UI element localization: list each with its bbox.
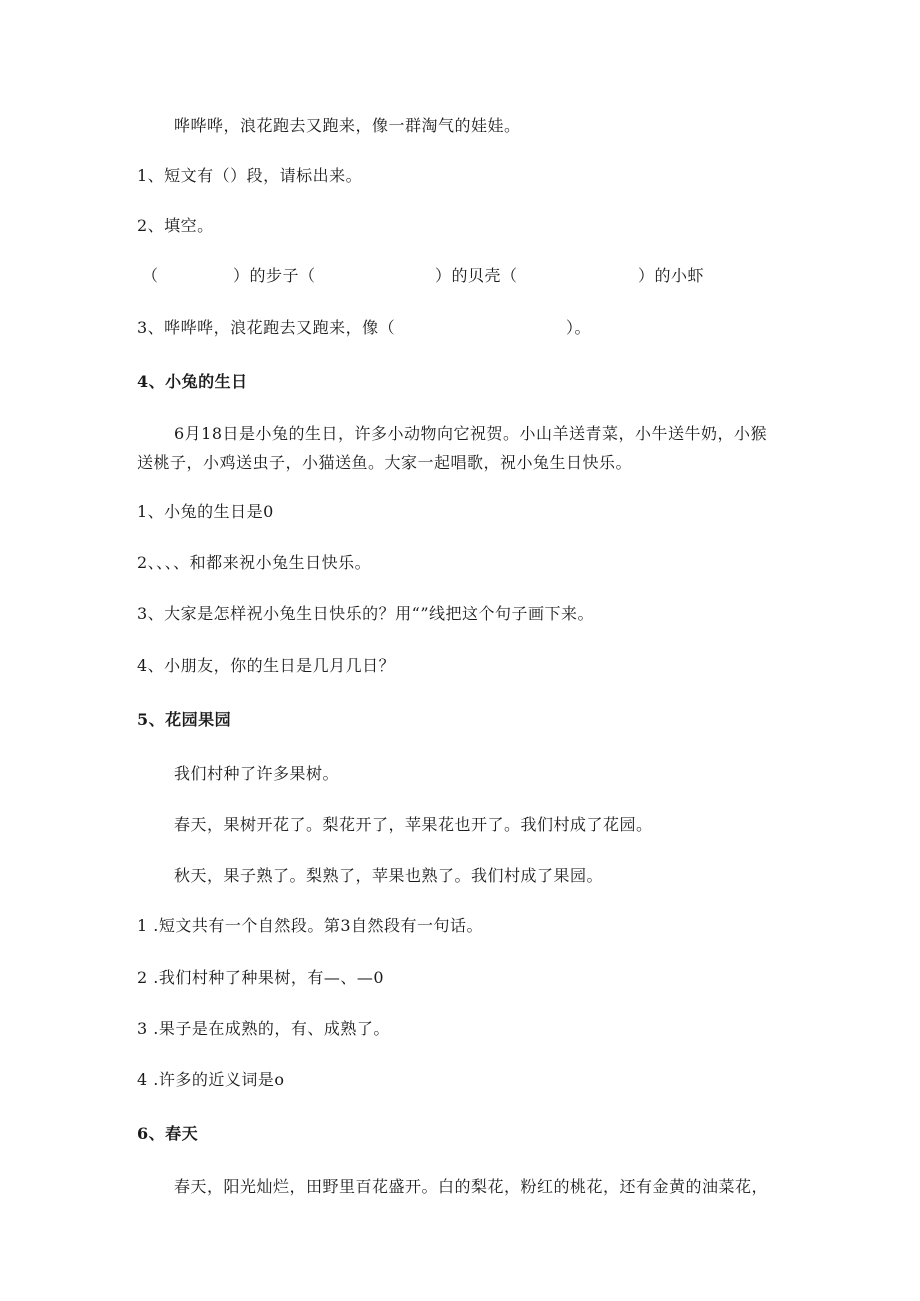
- poem-line: 哗哗哗，浪花跑去又跑来，像一群淘气的娃娃。: [174, 116, 521, 135]
- question-5-4: 4 .许多的近义词是o: [137, 1070, 285, 1089]
- section-title-6: 6、春天: [137, 1124, 199, 1143]
- question-4-2: 2、、、、和都来祝小兔生日快乐。: [137, 553, 372, 572]
- blank-label-1: ）的步子（: [233, 266, 316, 285]
- fill-blank-row: [0, 266, 920, 286]
- section-title-5: 5、花园果园: [137, 710, 232, 729]
- question-1-2: 2、填空。: [137, 216, 214, 235]
- question-5-1: 1 .短文共有一个自然段。第3自然段有一句话。: [137, 916, 484, 935]
- passage6-line-1: 春天，阳光灿烂，田野里百花盛开。白的梨花，粉红的桃花，还有金黄的油菜花，: [174, 1177, 769, 1196]
- question-1-3: 3、哗哗哗，浪花跑去又跑来，像（: [137, 318, 396, 337]
- question-4-3: 3、大家是怎样祝小兔生日快乐的？用“”线把这个句子画下来。: [137, 604, 595, 623]
- section-title-4: 4、小兔的生日: [137, 372, 248, 391]
- blank-open-1: （: [142, 266, 159, 285]
- question-1-3-end: ）。: [566, 318, 592, 337]
- passage-line-2: 送桃子，小鸡送虫子，小猫送鱼。大家一起唱歌，祝小兔生日快乐。: [137, 453, 633, 472]
- passage5-line-2: 春天，果树开花了。梨花开了，苹果花也开了。我们村成了花园。: [174, 815, 653, 834]
- passage-line-1: 6月18日是小兔的生日，许多小动物向它祝贺。小山羊送青菜，小牛送牛奶，小猴: [174, 424, 768, 443]
- blank-label-2: ）的贝壳（: [435, 266, 518, 285]
- question-5-2: 2 .我们村种了种果树，有—、—0: [137, 968, 385, 987]
- question-1-1: 1、短文有（）段，请标出来。: [137, 166, 363, 185]
- question-4-1: 1、小兔的生日是0: [137, 502, 274, 521]
- question-5-3: 3 .果子是在成熟的，有、成熟了。: [137, 1019, 390, 1038]
- passage5-line-3: 秋天，果子熟了。梨熟了，苹果也熟了。我们村成了果园。: [174, 866, 604, 885]
- blank-label-3: ）的小虾: [638, 266, 705, 285]
- question-4-4: 4、小朋友，你的生日是几月几日？: [137, 656, 396, 675]
- passage5-line-1: 我们村种了许多果树。: [174, 764, 340, 783]
